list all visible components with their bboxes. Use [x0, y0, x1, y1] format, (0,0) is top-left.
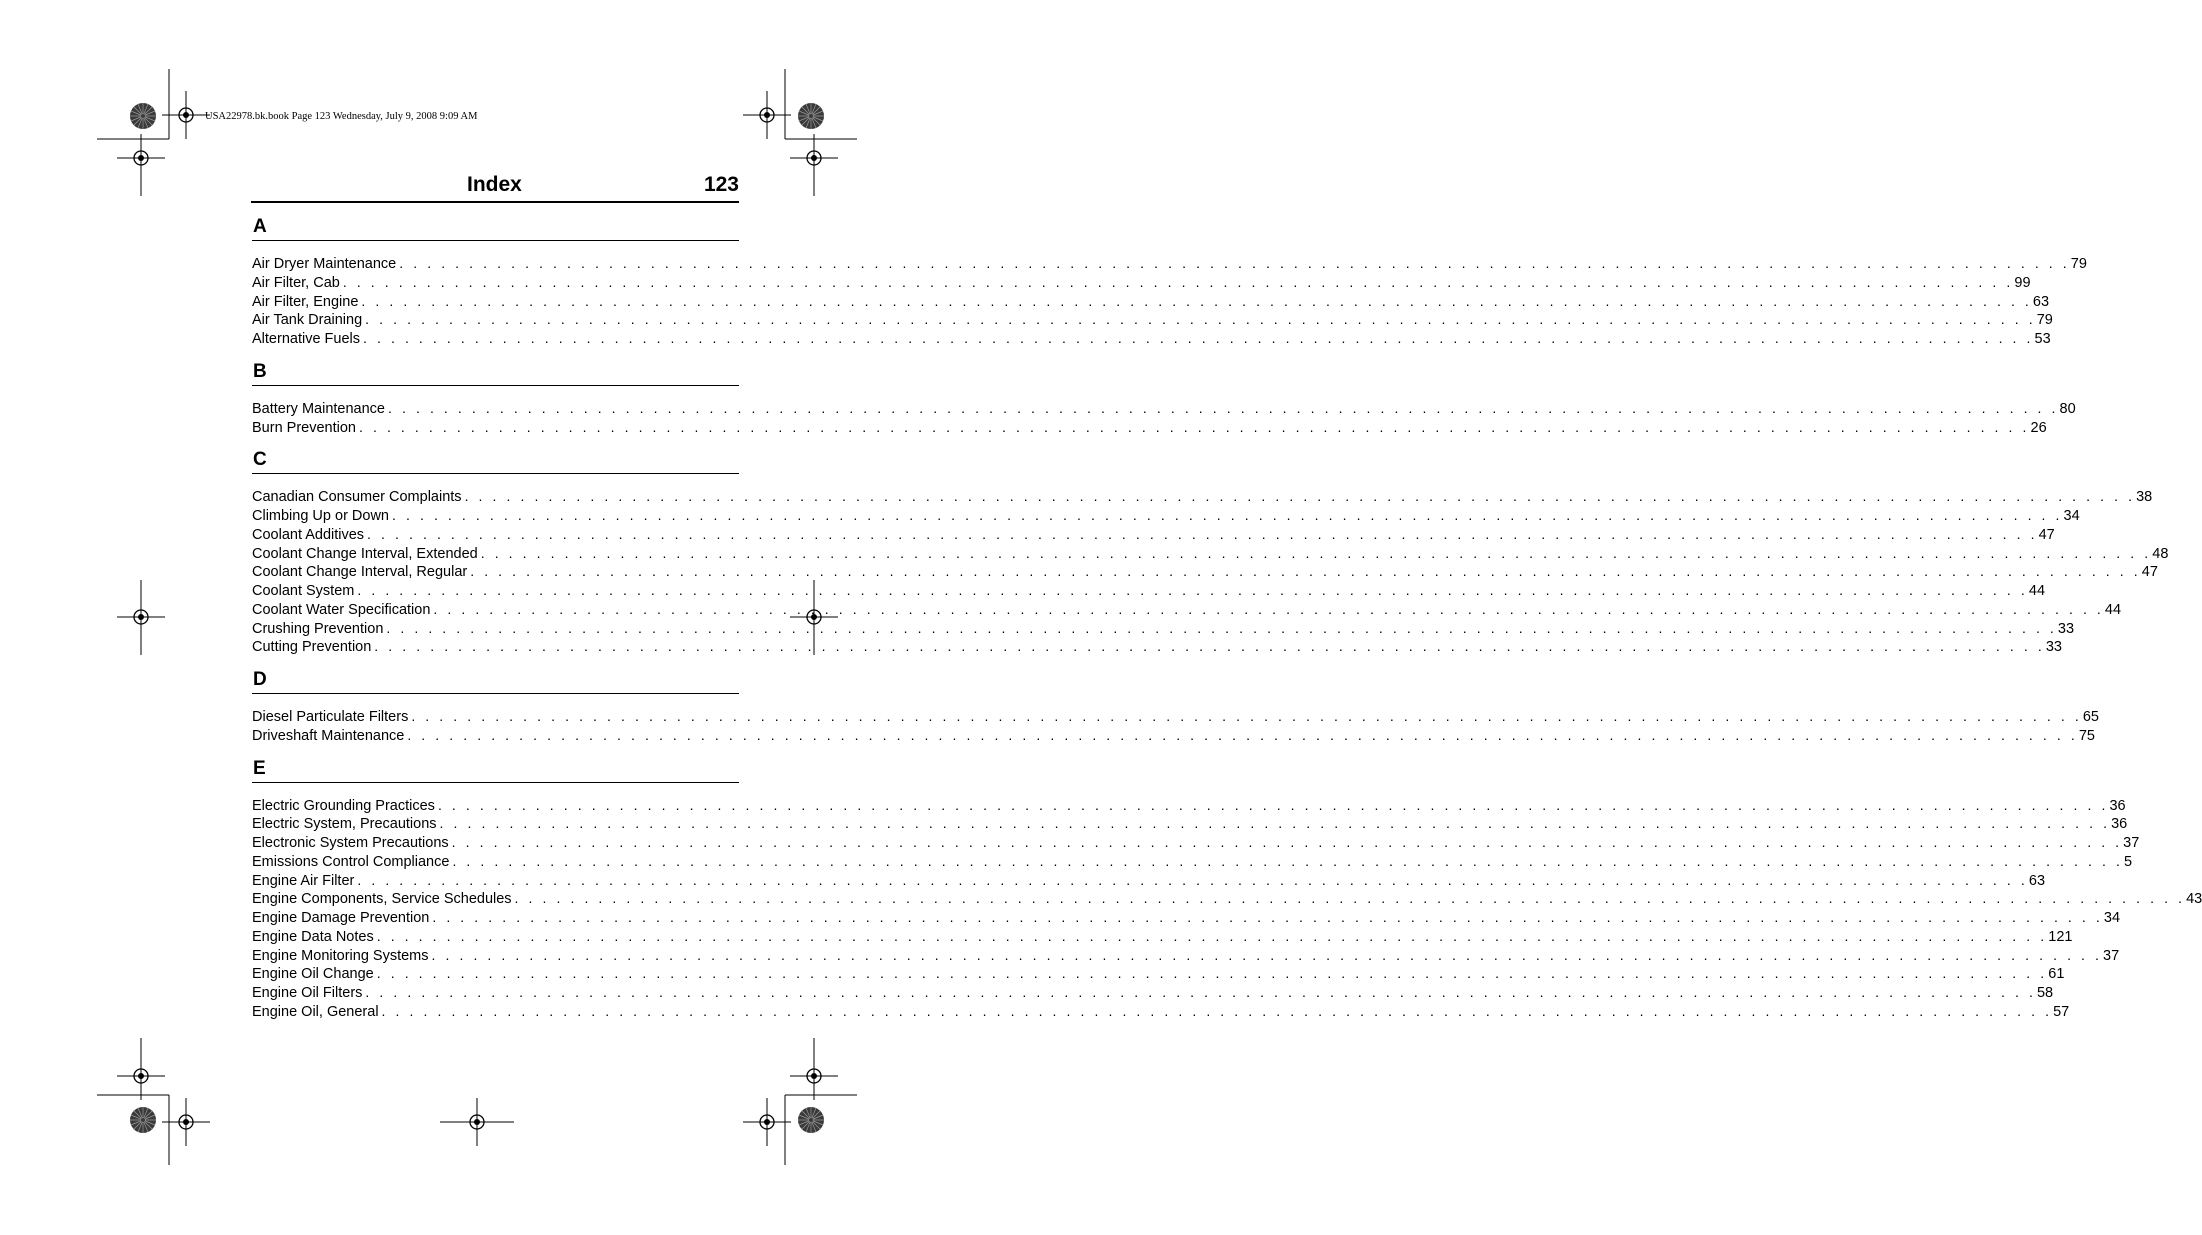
print-slug-line: USA22978.bk.book Page 123 Wednesday, July 9, 2008 9:09 AM [205, 111, 478, 122]
dot-leader: . . . . . . . . . . . . . . . . . . . . . . . . . . . . . . . . . . . . . . . . . . . . . . . . . . . . . . . . . . . . . . . . . . . . . . . . . . . . . . . . . . . . . . . . . . . . . . . . . . . . . . . . . . . . . . . . . . . . . . . . [357, 871, 2028, 888]
section-letter-heading: A [252, 213, 739, 241]
index-section-a [252, 213, 2087, 348]
index-entry-label: Electric System, Precautions [252, 816, 437, 833]
page-header [251, 171, 739, 203]
dot-leader: . . . . . . . . . . . . . . . . . . . . . . . . . . . . . . . . . . . . . . . . . . . . . . . . . . . . . . . . . . . . . . . . . . . . . . . . . . . . . . . . . . . . . . . . . . . . . . . . . . . . . . . . . . . . . . . . . . . . . . . . [367, 525, 2038, 542]
index-entry [252, 581, 2046, 600]
index-entry-page: 47 [2141, 564, 2158, 581]
index-entry [252, 418, 2047, 437]
dot-leader: . . . . . . . . . . . . . . . . . . . . . . . . . . . . . . . . . . . . . . . . . . . . . . . . . . . . . . . . . . . . . . . . . . . . . . . . . . . . . . . . . . . . . . . . . . . . . . . . . . . . . . . . . . . . . . . . . . . . . . . . [480, 544, 2152, 561]
dot-leader: . . . . . . . . . . . . . . . . . . . . . . . . . . . . . . . . . . . . . . . . . . . . . . . . . . . . . . . . . . . . . . . . . . . . . . . . . . . . . . . . . . . . . . . . . . . . . . . . . . . . . . . . . . . . . . . . . . . . . . . . [464, 488, 2136, 505]
index-entry-label: Climbing Up or Down [252, 508, 389, 524]
index-entry-page: 80 [2059, 400, 2076, 417]
dot-leader: . . . . . . . . . . . . . . . . . . . . . . . . . . . . . . . . . . . . . . . . . . . . . . . . . . . . . . . . . . . . . . . . . . . . . . . . . . . . . . . . . . . . . . . . . . . . . . . . . . . . . . . . . . . . . . . . . . . . . . . . [514, 890, 2186, 907]
index-entry-page: 36 [2109, 797, 2126, 814]
index-entry-label: Coolant Additives [252, 526, 365, 543]
dot-leader: . . . . . . . . . . . . . . . . . . . . . . . . . . . . . . . . . . . . . . . . . . . . . . . . . . . . . . . . . . . . . . . . . . . . . . . . . . . . . . . . . . . . . . . . . . . . . . . . . . . . . . . . . . . . . . . . . . . . . . . . [365, 984, 2036, 1000]
index-entry-page: 79 [2070, 256, 2087, 272]
dot-leader: . . . . . . . . . . . . . . . . . . . . . . . . . . . . . . . . . . . . . . . . . . . . . . . . . . . . . . . . . . . . . . . . . . . . . . . . . . . . . . . . . . . . . . . . . . . . . . . . . . . . . . . . . . . . . . . . . . . . . . . . [381, 1002, 2053, 1019]
section-letter-heading: C [252, 446, 739, 474]
index-entry-label: Engine Air Filter [252, 872, 355, 889]
index-entry-list [252, 707, 2099, 745]
index-entry-label: Diesel Particulate Filters [252, 709, 409, 725]
index-entry [252, 254, 2087, 273]
index-entry [252, 506, 2080, 525]
index-entry-page: 33 [2057, 620, 2075, 637]
index-entry-list [252, 796, 2202, 1021]
index-entry-label: Crushing Prevention [252, 620, 384, 637]
dot-leader: . . . . . . . . . . . . . . . . . . . . . . . . . . . . . . . . . . . . . . . . . . . . . . . . . . . . . . . . . . . . . . . . . . . . . . . . . . . . . . . . . . . . . . . . . . . . . . . . . . . . . . . . . . . . . . . . . . . . . . . . [376, 927, 2048, 944]
index-entry [252, 983, 2054, 1002]
dot-leader: . . . . . . . . . . . . . . . . . . . . . . . . . . . . . . . . . . . . . . . . . . . . . . . . . . . . . . . . . . . . . . . . . . . . . . . . . . . . . . . . . . . . . . . . . . . . . . . . . . . . . . . . . . . . . . . . . . . . . . . . [361, 292, 2032, 309]
index-entry-page: 58 [2036, 985, 2054, 1001]
index-entry-label: Electronic System Precautions [252, 835, 449, 851]
index-entry-page: 63 [2032, 293, 2050, 310]
dot-leader: . . . . . . . . . . . . . . . . . . . . . . . . . . . . . . . . . . . . . . . . . . . . . . . . . . . . . . . . . . . . . . . . . . . . . . . . . . . . . . . . . . . . . . . . . . . . . . . . . . . . . . . . . . . . . . . . . . . . . . . . [452, 852, 2123, 869]
dot-leader: . . . . . . . . . . . . . . . . . . . . . . . . . . . . . . . . . . . . . . . . . . . . . . . . . . . . . . . . . . . . . . . . . . . . . . . . . . . . . . . . . . . . . . . . . . . . . . . . . . . . . . . . . . . . . . . . . . . . . . . . [365, 311, 2036, 328]
index-entry-label: Burn Prevention [252, 419, 356, 436]
dot-leader: . . . . . . . . . . . . . . . . . . . . . . . . . . . . . . . . . . . . . . . . . . . . . . . . . . . . . . . . . . . . . . . . . . . . . . . . . . . . . . . . . . . . . . . . . . . . . . . . . . . . . . . . . . . . . . . . . . . . . . . . [433, 600, 2104, 617]
index-entry [252, 1002, 2070, 1021]
dot-leader: . . . . . . . . . . . . . . . . . . . . . . . . . . . . . . . . . . . . . . . . . . . . . . . . . . . . . . . . . . . . . . . . . . . . . . . . . . . . . . . . . . . . . . . . . . . . . . . . . . . . . . . . . . . . . . . . . . . . . . . . [432, 909, 2103, 925]
index-entry [252, 726, 2095, 745]
index-entry-label: Engine Oil Filters [252, 985, 363, 1001]
index-entry-label: Engine Damage Prevention [252, 910, 430, 926]
index-entry-label: Air Filter, Cab [252, 274, 340, 291]
index-entry-page: 44 [2028, 583, 2046, 599]
index-entry-page: 79 [2036, 312, 2053, 329]
dot-leader: . . . . . . . . . . . . . . . . . . . . . . . . . . . . . . . . . . . . . . . . . . . . . . . . . . . . . . . . . . . . . . . . . . . . . . . . . . . . . . . . . . . . . . . . . . . . . . . . . . . . . . . . . . . . . . . . . . . . . . . . [399, 255, 2070, 271]
index-entry [252, 600, 2122, 619]
dot-leader: . . . . . . . . . . . . . . . . . . . . . . . . . . . . . . . . . . . . . . . . . . . . . . . . . . . . . . . . . . . . . . . . . . . . . . . . . . . . . . . . . . . . . . . . . . . . . . . . . . . . . . . . . . . . . . . . . . . . . . . . [411, 708, 2082, 724]
index-entry-page: 48 [2152, 545, 2169, 562]
index-entry-label: Electric Grounding Practices [252, 797, 435, 814]
index-entry [252, 964, 2065, 983]
index-entry [252, 525, 2055, 544]
dot-leader: . . . . . . . . . . . . . . . . . . . . . . . . . . . . . . . . . . . . . . . . . . . . . . . . . . . . . . . . . . . . . . . . . . . . . . . . . . . . . . . . . . . . . . . . . . . . . . . . . . . . . . . . . . . . . . . . . . . . . . . . [407, 726, 2078, 743]
dot-leader: . . . . . . . . . . . . . . . . . . . . . . . . . . . . . . . . . . . . . . . . . . . . . . . . . . . . . . . . . . . . . . . . . . . . . . . . . . . . . . . . . . . . . . . . . . . . . . . . . . . . . . . . . . . . . . . . . . . . . . . . [374, 638, 2045, 655]
dot-leader: . . . . . . . . . . . . . . . . . . . . . . . . . . . . . . . . . . . . . . . . . . . . . . . . . . . . . . . . . . . . . . . . . . . . . . . . . . . . . . . . . . . . . . . . . . . . . . . . . . . . . . . . . . . . . . . . . . . . . . . . [376, 965, 2048, 982]
index-entry-page: 63 [2028, 872, 2046, 889]
index-entry [252, 637, 2062, 656]
dot-leader: . . . . . . . . . . . . . . . . . . . . . . . . . . . . . . . . . . . . . . . . . . . . . . . . . . . . . . . . . . . . . . . . . . . . . . . . . . . . . . . . . . . . . . . . . . . . . . . . . . . . . . . . . . . . . . . . . . . . . . . . [392, 507, 2063, 523]
index-entry [252, 562, 2158, 581]
index-entry-page: 36 [2111, 816, 2128, 833]
index-entry-label: Emissions Control Compliance [252, 853, 450, 870]
index-entry-label: Coolant Change Interval, Extended [252, 545, 478, 562]
index-entry-page: 37 [2103, 947, 2120, 964]
index-entry-page: 26 [2030, 419, 2047, 436]
dot-leader: . . . . . . . . . . . . . . . . . . . . . . . . . . . . . . . . . . . . . . . . . . . . . . . . . . . . . . . . . . . . . . . . . . . . . . . . . . . . . . . . . . . . . . . . . . . . . . . . . . . . . . . . . . . . . . . . . . . . . . . . [431, 946, 2103, 963]
index-entry [252, 273, 2031, 292]
index-entry-label: Coolant Water Specification [252, 601, 431, 618]
index-entry-page: 34 [2063, 508, 2080, 524]
index-entry-page: 99 [2014, 274, 2031, 291]
index-entry [252, 927, 2073, 946]
index-entry-label: Air Tank Draining [252, 312, 363, 329]
index-entry [252, 796, 2126, 815]
index-entry-label: Battery Maintenance [252, 400, 385, 417]
index-entry-label: Cutting Prevention [252, 639, 372, 656]
dot-leader: . . . . . . . . . . . . . . . . . . . . . . . . . . . . . . . . . . . . . . . . . . . . . . . . . . . . . . . . . . . . . . . . . . . . . . . . . . . . . . . . . . . . . . . . . . . . . . . . . . . . . . . . . . . . . . . . . . . . . . . . [451, 834, 2123, 850]
index-entry [252, 946, 2120, 965]
section-letter-heading: E [252, 755, 739, 783]
index-entry [252, 707, 2099, 726]
dot-leader: . . . . . . . . . . . . . . . . . . . . . . . . . . . . . . . . . . . . . . . . . . . . . . . . . . . . . . . . . . . . . . . . . . . . . . . . . . . . . . . . . . . . . . . . . . . . . . . . . . . . . . . . . . . . . . . . . . . . . . . . [357, 582, 2028, 598]
index-entry [252, 833, 2140, 852]
index-entry [252, 310, 2053, 329]
index-entry [252, 871, 2046, 890]
section-letter-heading: B [252, 358, 739, 386]
index-entry [252, 908, 2121, 927]
index-entry [252, 619, 2075, 638]
section-letter-heading: D [252, 666, 739, 694]
index-entry-page: 38 [2136, 489, 2153, 506]
index-section-e [252, 755, 2202, 1021]
index-entry-page: 33 [2045, 639, 2062, 656]
dot-leader: . . . . . . . . . . . . . . . . . . . . . . . . . . . . . . . . . . . . . . . . . . . . . . . . . . . . . . . . . . . . . . . . . . . . . . . . . . . . . . . . . . . . . . . . . . . . . . . . . . . . . . . . . . . . . . . . . . . . . . . . [470, 563, 2141, 580]
index-entry-label: Air Filter, Engine [252, 293, 359, 310]
dot-leader: . . . . . . . . . . . . . . . . . . . . . . . . . . . . . . . . . . . . . . . . . . . . . . . . . . . . . . . . . . . . . . . . . . . . . . . . . . . . . . . . . . . . . . . . . . . . . . . . . . . . . . . . . . . . . . . . . . . . . . . . [342, 273, 2014, 290]
index-entry-list [252, 399, 2076, 437]
dot-leader: . . . . . . . . . . . . . . . . . . . . . . . . . . . . . . . . . . . . . . . . . . . . . . . . . . . . . . . . . . . . . . . . . . . . . . . . . . . . . . . . . . . . . . . . . . . . . . . . . . . . . . . . . . . . . . . . . . . . . . . . [388, 399, 2059, 416]
page-title: Index [467, 173, 522, 196]
index-entry-page: 121 [2048, 928, 2073, 945]
index-entry-label: Engine Oil Change [252, 966, 374, 983]
index-entry-page: 5 [2123, 853, 2133, 870]
index-entry-page: 34 [2103, 910, 2121, 926]
index-section-d [252, 666, 2099, 745]
index-entry [252, 487, 2153, 506]
page-number: 123 [703, 173, 739, 196]
index-entry-label: Engine Data Notes [252, 928, 374, 945]
dot-leader: . . . . . . . . . . . . . . . . . . . . . . . . . . . . . . . . . . . . . . . . . . . . . . . . . . . . . . . . . . . . . . . . . . . . . . . . . . . . . . . . . . . . . . . . . . . . . . . . . . . . . . . . . . . . . . . . . . . . . . . . [386, 619, 2057, 636]
index-entry [252, 399, 2076, 418]
index-entry-label: Alternative Fuels [252, 331, 360, 347]
index-entry-page: 53 [2034, 331, 2051, 347]
index-entry [252, 329, 2051, 348]
index-entry-page: 43 [2186, 891, 2202, 908]
index-body [252, 213, 2202, 1031]
index-entry-page: 61 [2048, 966, 2065, 983]
index-entry [252, 292, 2050, 311]
index-entry [252, 852, 2133, 871]
index-entry-label: Engine Oil, General [252, 1003, 379, 1020]
index-entry-label: Air Dryer Maintenance [252, 256, 397, 272]
index-entry-label: Engine Monitoring Systems [252, 947, 429, 964]
index-entry-label: Driveshaft Maintenance [252, 727, 405, 744]
index-entry-label: Coolant System [252, 583, 355, 599]
index-entry-list [252, 487, 2169, 656]
index-entry-label: Engine Components, Service Schedules [252, 891, 512, 908]
index-entry-page: 65 [2082, 709, 2099, 725]
index-entry-label: Canadian Consumer Complaints [252, 489, 462, 506]
dot-leader: . . . . . . . . . . . . . . . . . . . . . . . . . . . . . . . . . . . . . . . . . . . . . . . . . . . . . . . . . . . . . . . . . . . . . . . . . . . . . . . . . . . . . . . . . . . . . . . . . . . . . . . . . . . . . . . . . . . . . . . . [358, 418, 2030, 435]
index-entry [252, 544, 2169, 563]
dot-leader: . . . . . . . . . . . . . . . . . . . . . . . . . . . . . . . . . . . . . . . . . . . . . . . . . . . . . . . . . . . . . . . . . . . . . . . . . . . . . . . . . . . . . . . . . . . . . . . . . . . . . . . . . . . . . . . . . . . . . . . . [437, 796, 2109, 813]
index-entry-page: 37 [2123, 835, 2140, 851]
index-entry [252, 814, 2128, 833]
index-section-b [252, 358, 2076, 437]
index-entry-page: 44 [2104, 601, 2122, 618]
dot-leader: . . . . . . . . . . . . . . . . . . . . . . . . . . . . . . . . . . . . . . . . . . . . . . . . . . . . . . . . . . . . . . . . . . . . . . . . . . . . . . . . . . . . . . . . . . . . . . . . . . . . . . . . . . . . . . . . . . . . . . . . [363, 330, 2034, 346]
index-entry [252, 889, 2202, 908]
index-entry-page: 75 [2078, 727, 2095, 744]
index-section-c [252, 446, 2169, 656]
index-entry-list [252, 254, 2087, 348]
index-entry-label: Coolant Change Interval, Regular [252, 564, 468, 581]
index-entry-page: 47 [2038, 526, 2055, 543]
index-entry-page: 57 [2053, 1003, 2070, 1020]
dot-leader: . . . . . . . . . . . . . . . . . . . . . . . . . . . . . . . . . . . . . . . . . . . . . . . . . . . . . . . . . . . . . . . . . . . . . . . . . . . . . . . . . . . . . . . . . . . . . . . . . . . . . . . . . . . . . . . . . . . . . . . . [439, 815, 2111, 832]
